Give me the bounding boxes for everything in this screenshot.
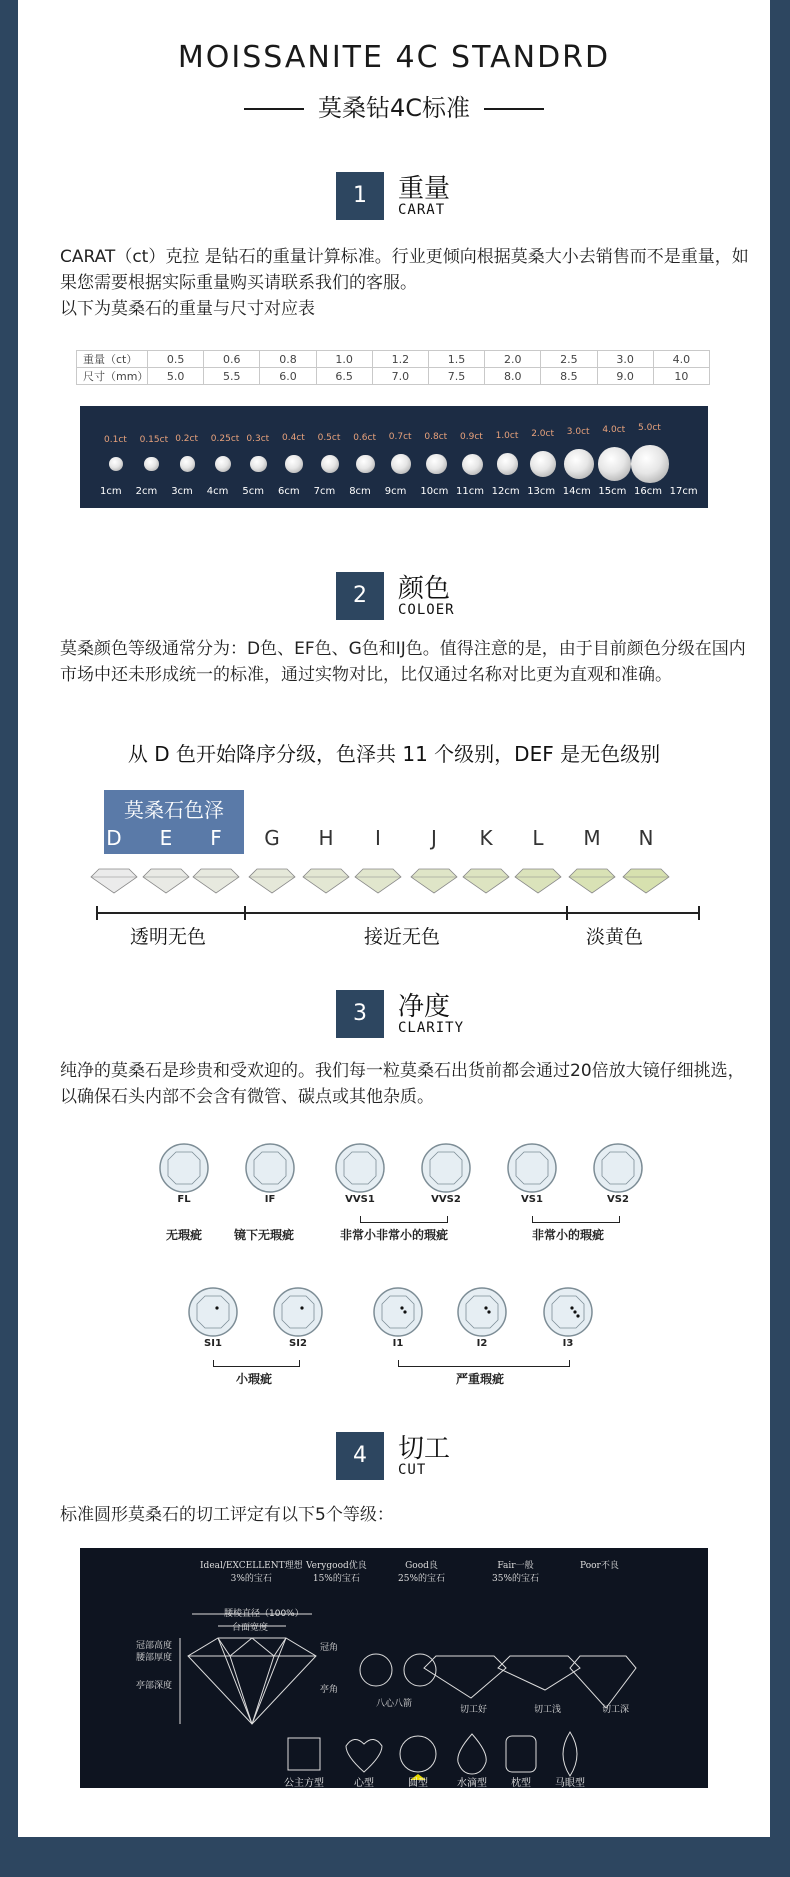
shape-pear: 水滴型 [457,1778,487,1788]
carat-gem [144,457,159,472]
table-cell: 0.6 [204,351,260,368]
carat-paragraph-2: 以下为莫桑石的重量与尺寸对应表 [60,299,315,319]
color-group-near-colorless: 接近无色 [364,926,441,948]
diamond-icon [567,865,617,895]
table-cell: 1.0 [316,351,372,368]
clarity-stone-icon [502,1142,562,1194]
cut-deep-label: 切工深 [602,1705,630,1715]
color-paragraph: 莫桑颜色等级通常分为：D色、EF色、G色和IJ色。值得注意的是，由于目前颜色分级在国内市场中还未形成统一的标准，通过实物对比，比仅通过名称对比更为直观和准确。 [60,639,746,685]
cut-good-label: 切工好 [460,1705,488,1715]
clarity-grade-label: SI2 [289,1338,307,1349]
size-label: 5cm [242,486,264,497]
clarity-caption: 严重瑕疵 [456,1372,505,1386]
clarity-grade-label: IF [264,1194,276,1205]
cut-grade-ideal: Ideal/EXCELLENT理想 3%的宝石 [200,1561,303,1584]
color-range-line [96,912,700,914]
table-cell: 3.0 [597,351,653,368]
clarity-grade-label: I3 [562,1338,574,1349]
carat-gem [462,454,483,475]
carat-gem [497,453,519,475]
section-title-en: CLARITY [398,1020,465,1036]
cut-grade-poor: Poor不良 [580,1561,619,1571]
bracket [398,1360,570,1367]
section-title-en: CUT [398,1462,427,1478]
section-cut-header [336,1432,536,1480]
hearts-arrows-label: 八心八箭 [376,1699,413,1709]
clarity-grade-label: VVS2 [431,1194,461,1205]
size-label: 12cm [491,486,520,497]
size-label: 7cm [313,486,336,497]
carat-size-banner [80,406,708,508]
table-row-label: 重量（ct） [77,351,148,368]
size-label: 14cm [562,486,591,497]
size-label: 6cm [278,486,300,497]
carat-label: 0.5ct [317,432,341,443]
color-grade-letter: K [479,826,493,850]
page-title-en: MOISSANITE 4C STANDRD [177,40,611,75]
pavilion-angle-label: 亭角 [320,1685,339,1695]
clarity-grade-label: VS2 [607,1194,629,1205]
section-title-cn: 切工 [398,1434,451,1464]
table-cell: 4.0 [653,351,709,368]
carat-gem [391,454,411,474]
carat-label: 0.6ct [353,432,376,443]
table-cell: 8.5 [541,368,597,385]
diamond-icon [191,865,241,895]
carat-label: 1.0ct [495,431,519,442]
color-grade-letter: M [583,826,601,850]
size-label: 10cm [420,486,449,497]
range-tick [566,906,568,920]
table-row [77,351,710,368]
section-title-en: COLOER [398,602,455,618]
diamond-icon [461,865,511,895]
color-grade-letter: J [431,826,437,850]
section-color-header [336,572,536,620]
carat-label: 0.15ct [139,434,169,445]
clarity-stone-icon [538,1286,598,1338]
table-cell: 0.8 [260,351,316,368]
carat-label: 0.1ct [104,435,127,445]
diamond-icon [353,865,403,895]
section-number: 1 [336,172,384,220]
carat-gem [109,457,123,471]
color-subheading: 从 D 色开始降序分级，色泽共 11 个级别，DEF 是无色级别 [127,742,661,766]
clarity-caption: 小瑕疵 [236,1372,273,1386]
cut-shallow-label: 切工浅 [534,1705,562,1715]
clarity-grade-label: I2 [476,1338,488,1349]
diamond-icon [141,865,191,895]
color-grade-letter: I [375,826,381,850]
pavilion-depth-label: 亭部深度 [136,1681,173,1691]
range-tick [698,906,700,920]
clarity-grade-label: VS1 [521,1194,543,1205]
clarity-stone-icon [588,1142,648,1194]
crown-angle-label: 冠角 [320,1643,339,1653]
table-row-label: 尺寸（mm） [77,368,148,385]
range-tick [96,906,98,920]
girdle-diameter-label: 腰棱直径（100%） [224,1609,304,1619]
clarity-stone-icon [268,1286,328,1338]
color-grade-letter: D [106,826,122,850]
section-title-cn: 颜色 [398,574,451,604]
carat-label: 0.2ct [175,434,198,445]
carat-label: 0.4ct [282,433,305,444]
clarity-stone-icon [183,1286,243,1338]
section-carat-header [336,172,536,220]
diamond-icon [513,865,563,895]
table-cell: 2.0 [485,351,541,368]
clarity-stone-icon [330,1142,390,1194]
clarity-stone-icon [416,1142,476,1194]
crown-height-label: 冠部高度 [136,1641,173,1651]
bracket [360,1216,448,1223]
size-label: 16cm [634,486,662,497]
diamond-icon [409,865,459,895]
table-cell: 1.5 [428,351,484,368]
size-label: 4cm [206,486,229,497]
color-box-label: 莫桑石色泽 [124,798,224,822]
carat-gem [564,449,594,479]
carat-label: 0.9ct [460,431,483,442]
table-width-label: 台面宽度 [232,1623,269,1633]
carat-gem [426,454,446,474]
diamond-icon [247,865,297,895]
carat-gem [180,456,195,471]
color-grade-letter: L [532,826,544,850]
clarity-grade-label: VVS1 [345,1194,375,1205]
table-cell: 5.0 [148,368,204,385]
cut-diagram [80,1548,708,1788]
clarity-grade-label: I1 [392,1338,404,1349]
table-cell: 9.0 [597,368,653,385]
clarity-stone-icon [368,1286,428,1338]
table-cell: 6.0 [260,368,316,385]
carat-label: 0.3ct [246,433,270,444]
carat-gem [215,456,231,472]
clarity-paragraph: 纯净的莫桑石是珍贵和受欢迎的。我们每一粒莫桑石出货前都会通过20倍放大镜仔细挑选，以确保石头内部不会含有微管、碳点或其他杂质。 [60,1061,745,1107]
carat-gem [530,451,556,477]
color-grade-letter: H [318,826,334,850]
bracket [213,1360,300,1367]
size-label: 3cm [171,486,193,497]
cut-grade-verygood: Verygood优良 15%的宝石 [306,1561,367,1584]
clarity-stone-icon [240,1142,300,1194]
size-label: 9cm [384,486,407,497]
shape-cushion: 枕型 [511,1778,531,1788]
carat-paragraph: CARAT（ct）克拉 是钻石的重量计算标准。行业更倾向根据莫桑大小去销售而不是重量，如果您需要根据实际重量购买请联系我们的客服。 [60,247,749,293]
clarity-grade-label: SI1 [204,1338,222,1349]
carat-gem [356,455,375,474]
cut-paragraph: 标准圆形莫桑石的切工评定有以下5个等级： [60,1505,394,1525]
carat-label: 2.0ct [531,429,554,440]
cut-grade-banner [80,1548,708,1788]
diamond-icon [89,865,139,895]
clarity-stone-icon [154,1142,214,1194]
cut-grade-fair: Fair一般 35%的宝石 [492,1561,540,1584]
shape-princess: 公主方型 [284,1778,324,1788]
carat-label: 0.8ct [424,431,448,442]
page-title-cn [18,88,770,123]
table-cell: 1.2 [372,351,428,368]
size-label: 13cm [527,486,556,497]
table-cell: 10 [653,368,709,385]
section-number: 3 [336,990,384,1038]
carat-gem [598,447,631,480]
size-label: 15cm [598,486,627,497]
carat-label: 3.0ct [566,427,590,438]
table-cell: 0.5 [148,351,204,368]
carat-label: 0.25ct [210,433,240,444]
color-grade-letter: N [638,826,654,850]
carat-gem [285,455,303,473]
carat-gem [631,445,668,482]
section-clarity-header [336,990,536,1038]
carat-size-table [76,350,710,385]
color-group-colorless: 透明无色 [130,926,207,948]
table-row [77,368,710,385]
section-number: 4 [336,1432,384,1480]
size-label: 2cm [135,486,158,497]
title-cn-text: 莫桑钻4C标准 [317,94,471,122]
color-grade-letter: G [264,826,280,850]
diamond-icon [301,865,351,895]
shape-round: 圆型 [408,1778,428,1788]
page-sheet [18,0,770,1837]
clarity-caption: 非常小的瑕疵 [532,1228,605,1242]
carat-label: 5.0ct [638,423,661,434]
carat-label: 0.7ct [388,432,412,443]
carat-gem [250,456,267,473]
table-cell: 2.5 [541,351,597,368]
table-cell: 6.5 [316,368,372,385]
diamond-icon [621,865,671,895]
color-group-light-yellow: 淡黄色 [586,926,644,948]
clarity-caption: 无瑕疵 [166,1228,203,1242]
section-number: 2 [336,572,384,620]
clarity-grade-label: FL [177,1194,191,1205]
clarity-stone-icon [452,1286,512,1338]
section-title-cn: 净度 [398,992,451,1022]
range-tick [244,906,246,920]
size-label: 17cm [669,486,698,497]
size-label: 8cm [349,486,371,497]
shape-marquise: 马眼型 [555,1778,585,1788]
shape-heart: 心型 [354,1778,374,1788]
color-grade-letter: F [210,826,222,850]
section-title-cn: 重量 [398,174,451,204]
bracket [532,1216,620,1223]
size-label: 11cm [456,486,484,497]
table-cell: 5.5 [204,368,260,385]
size-label: 1cm [100,486,122,497]
table-cell: 7.0 [372,368,428,385]
cut-grade-good: Good良 25%的宝石 [398,1561,446,1584]
clarity-caption: 镜下无瑕疵 [234,1228,295,1242]
table-cell: 8.0 [485,368,541,385]
girdle-thickness-label: 腰部厚度 [136,1653,173,1663]
color-grade-letter: E [159,826,173,850]
carat-gem [321,455,339,473]
carat-label: 4.0ct [602,425,626,436]
clarity-caption: 非常小非常小的瑕疵 [340,1228,449,1242]
section-title-en: CARAT [398,202,446,218]
table-cell: 7.5 [428,368,484,385]
